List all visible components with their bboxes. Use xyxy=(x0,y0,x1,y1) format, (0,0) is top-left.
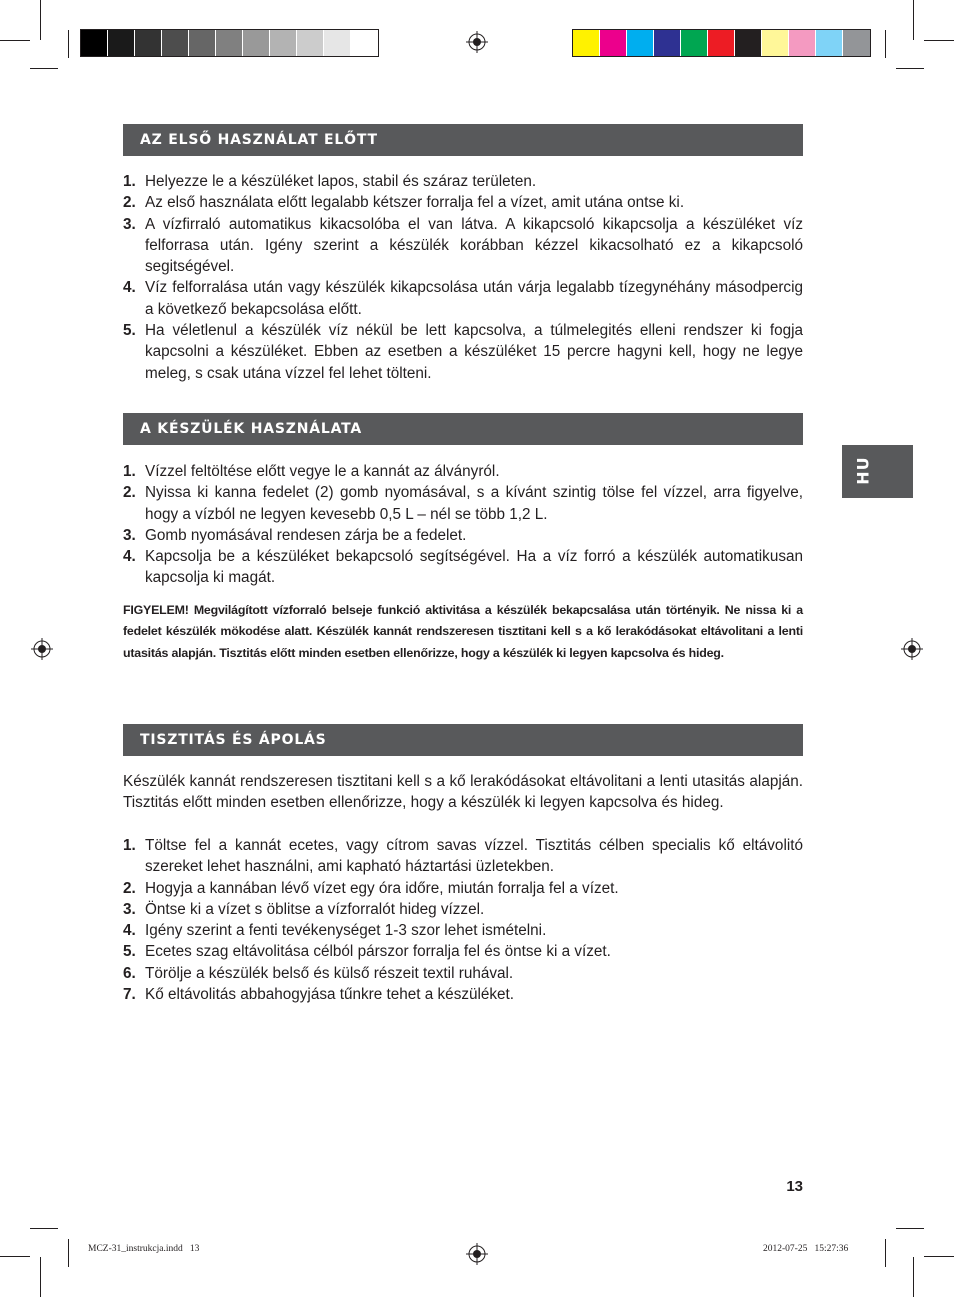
process-swatch xyxy=(600,30,627,56)
list-item-number: 3. xyxy=(123,215,136,233)
list-item xyxy=(123,192,803,213)
list-item xyxy=(123,963,803,984)
list-item-text: Öntse ki a vízet s öblitse a vízforralót hideg vízzel. xyxy=(145,900,485,918)
gray-swatch xyxy=(189,30,216,56)
list-item-text: Helyezze le a készüléket lapos, stabil és száraz területen. xyxy=(145,173,537,190)
list-item xyxy=(123,899,803,920)
list-item xyxy=(123,835,803,878)
process-swatch xyxy=(573,30,600,56)
gray-swatch xyxy=(81,30,108,56)
language-tab xyxy=(842,445,913,498)
registration-mark-icon xyxy=(901,638,923,660)
crop-mark xyxy=(0,1256,30,1257)
language-tab-label: HU xyxy=(853,456,873,485)
list-item-text: Igény szerint a fenti tevékenységet 1-3 szor lehet ismételni. xyxy=(145,922,547,940)
footer-timestamp: 2012-07-25 15:27:36 xyxy=(763,1244,849,1254)
process-swatch xyxy=(735,30,762,56)
process-color-bar xyxy=(572,29,871,57)
crop-mark xyxy=(68,1239,69,1267)
gray-swatch xyxy=(270,30,297,56)
list-item xyxy=(123,984,803,1005)
crop-mark xyxy=(885,30,886,58)
footer-file-name: MCZ-31_instrukcja.indd 13 xyxy=(88,1244,200,1254)
section-header-cleaning: TISZTITÁS ÉS ÁPOLÁS xyxy=(123,724,803,756)
list-item-number: 4. xyxy=(123,279,136,297)
list-item-text: Ecetes szag eltávolitása célból párszor forralja fel és öntse ki a vízet. xyxy=(145,943,611,961)
registration-mark-icon xyxy=(466,1243,488,1265)
list-item-number: 5. xyxy=(123,943,136,961)
list-item-text: Nyissa ki kanna fedelet (2) gomb nyomásával, s a kívánt szintig tölse fel vízzel, arra figyelve, hogy a vízból ne legyen kevesebb 0,5 L – nél se több 1,2 L. xyxy=(145,484,803,523)
crop-mark xyxy=(0,40,30,41)
list-item xyxy=(123,525,803,546)
process-swatch xyxy=(816,30,843,56)
list-item-text: Hogyja a kannában lévő vízet egy óra időre, miután forralja fel a vízet. xyxy=(145,879,619,897)
list-item xyxy=(123,941,803,962)
usage-steps xyxy=(123,461,803,589)
crop-mark xyxy=(913,0,914,40)
process-swatch xyxy=(627,30,654,56)
gray-swatch xyxy=(324,30,351,56)
grayscale-color-bar xyxy=(80,29,379,57)
list-item-text: Gomb nyomásával rendesen zárja be a fedelet. xyxy=(145,526,467,544)
list-item-text: Víz felforralása után vagy készülék kikapcsolása után várja legalabb tízegynéhány másodpercig a következő bekapcsolása előtt. xyxy=(145,279,803,318)
list-item-text: Törölje a készülék belső és külső részeit textil ruhával. xyxy=(145,964,514,982)
gray-swatch xyxy=(351,30,378,56)
crop-mark xyxy=(924,40,954,41)
list-item-number: 4. xyxy=(123,548,136,566)
registration-mark-icon xyxy=(466,31,488,53)
list-item-text: A vízfirraló automatikus kikacsolóba el van látva. A kikapcsoló kikapcsolja a készüléket víz felforrasa után. Igény szerint a készülék korábban kézzel kikacsolható ez a kikapcsoló segitségével. xyxy=(145,215,803,276)
list-item-number: 2. xyxy=(123,194,136,212)
list-item xyxy=(123,214,803,278)
crop-mark xyxy=(30,1228,58,1229)
cleaning-intro: Készülék kannát rendszeresen tisztitani kell s a kő lerakódásokat eltávolitani a lenti utasitás alapján. Tisztitás előtt minden esetben ellenőrizze, hogy a készülék ki legyen kapcsolva és hideg. xyxy=(123,773,803,812)
list-item xyxy=(123,546,803,589)
crop-mark xyxy=(40,1257,41,1297)
list-item xyxy=(123,461,803,482)
list-item-number: 1. xyxy=(123,173,136,190)
list-item-number: 3. xyxy=(123,900,136,918)
list-item-number: 1. xyxy=(123,463,136,480)
gray-swatch xyxy=(243,30,270,56)
list-item-number: 3. xyxy=(123,526,136,544)
section-header-usage: A KÉSZÜLÉK HASZNÁLATA xyxy=(123,413,803,445)
list-item xyxy=(123,482,803,525)
list-item-number: 7. xyxy=(123,986,136,1004)
list-item-number: 1. xyxy=(123,837,136,854)
gray-swatch xyxy=(162,30,189,56)
list-item-number: 4. xyxy=(123,922,136,940)
process-swatch xyxy=(681,30,708,56)
crop-mark xyxy=(896,68,924,69)
list-item-number: 6. xyxy=(123,964,136,982)
cleaning-steps xyxy=(123,835,803,1005)
process-swatch xyxy=(762,30,789,56)
list-item-text: Töltse fel a kannát ecetes, vagy cítrom savas vízzel. Tisztitás célben specialis kő eltávolitó szereket lehet használni, ami kapható háztartási üzletekben. xyxy=(145,837,803,876)
crop-mark xyxy=(40,0,41,40)
list-item-text: Kő eltávolitás abbahogyjása tűnkre tehet a készüléket. xyxy=(145,986,515,1004)
list-item-number: 2. xyxy=(123,879,136,897)
first-use-steps xyxy=(123,171,803,384)
list-item-text: Kapcsolja be a készüléket bekapcsoló segítségével. Ha a víz forró a készülék automatikusan kapcsolja ki magát. xyxy=(145,548,803,587)
list-item-text: Ha véletlenul a készülék víz nékül be lett kapcsolva, a túlmelegités elleni rendszer ki fogja kapcsolni a készüléket. Ebben az esetben a készüléket 15 percre hagyni kell, hogy ne legye meleg, s csak utána vízzel fel lehet tölteni. xyxy=(145,322,803,382)
list-item-number: 5. xyxy=(123,322,136,340)
list-item xyxy=(123,277,803,320)
list-item-text: Az első használata előtt legalabb kétszer forralja fel a vízet, amit utána ontse ki. xyxy=(145,194,685,212)
process-swatch xyxy=(789,30,816,56)
list-item-number: 2. xyxy=(123,484,136,502)
list-item xyxy=(123,878,803,899)
list-item xyxy=(123,920,803,941)
list-item xyxy=(123,171,803,192)
crop-mark xyxy=(896,1228,924,1229)
warning-text: FIGYELEM! Megvilágított vízforraló belseje funkció aktivitása a készülék bekapcsalása után történyik. Ne nissa ki a fedelet készülék mökodése alatt. Készülék kannát rendszeresen tisztitani kell s a kő lerakódásokat eltávolitani a lenti utasitás alapján. Tisztitás előtt minden esetben ellenőrizze, hogy a készülék ki legyen kapcsolva és hideg. xyxy=(123,603,803,660)
crop-mark xyxy=(924,1256,954,1257)
gray-swatch xyxy=(135,30,162,56)
section-header-first-use: AZ ELSŐ HASZNÁLAT ELŐTT xyxy=(123,124,803,156)
list-item xyxy=(123,320,803,384)
crop-mark xyxy=(30,68,58,69)
page-number: 13 xyxy=(786,1178,803,1195)
process-swatch xyxy=(708,30,735,56)
crop-mark xyxy=(68,30,69,58)
gray-swatch xyxy=(108,30,135,56)
crop-mark xyxy=(885,1239,886,1267)
gray-swatch xyxy=(297,30,324,56)
gray-swatch xyxy=(216,30,243,56)
process-swatch xyxy=(654,30,681,56)
list-item-text: Vízzel feltöltése előtt vegye le a kannát az álványról. xyxy=(145,463,500,480)
crop-mark xyxy=(913,1257,914,1297)
process-swatch xyxy=(843,30,870,56)
registration-mark-icon xyxy=(31,638,53,660)
